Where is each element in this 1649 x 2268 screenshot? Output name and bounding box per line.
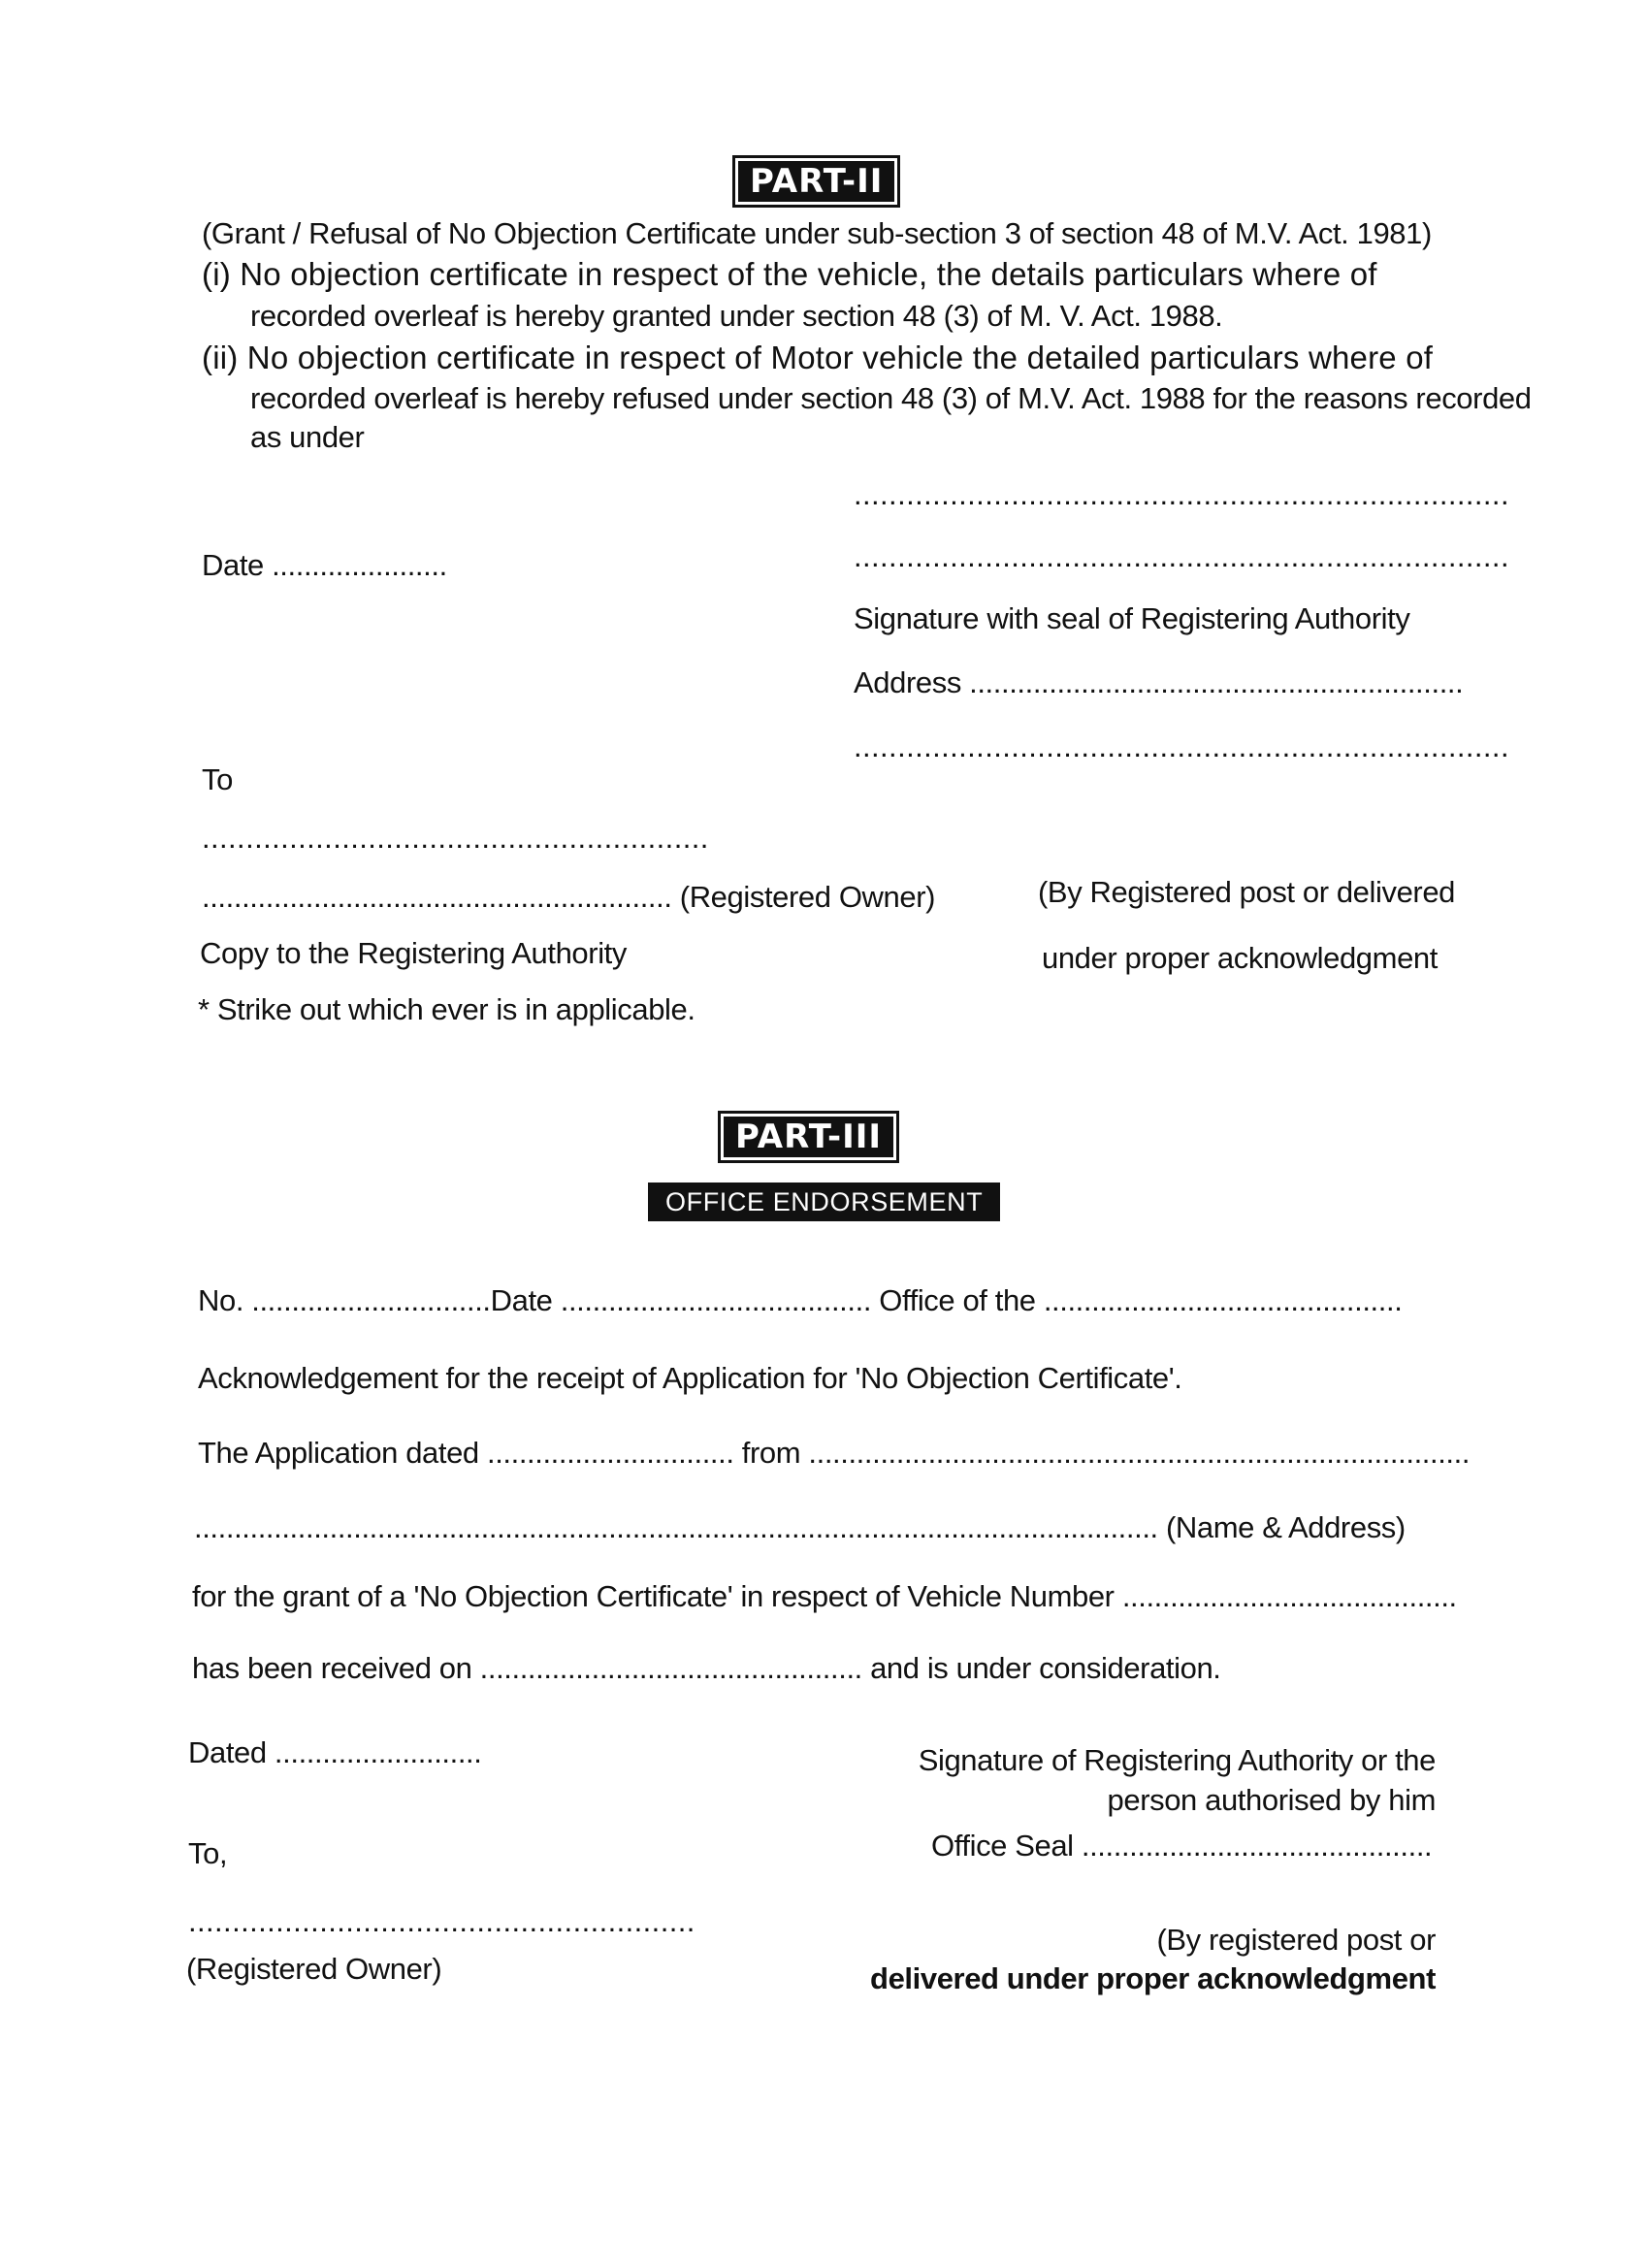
part3-delivery-line1: (By registered post or xyxy=(1156,1923,1436,1957)
part2-owner-line2: ........................................................... (Registered Owner) xyxy=(202,880,936,914)
part2-to-label: To xyxy=(202,762,233,796)
part3-no-line: No. ..............................Date ....................................... Office of the ............................................. xyxy=(198,1283,1403,1317)
part3-grant-line: for the grant of a 'No Objection Certificate' in respect of Vehicle Number .......................................... xyxy=(192,1579,1457,1613)
part2-subtitle: (Grant / Refusal of No Objection Certificate under sub-section 3 of section 48 of M.V. Act. 1981) xyxy=(202,216,1432,250)
part2-item1-line2: recorded overleaf is hereby granted under section 48 (3) of M. V. Act. 1988. xyxy=(250,299,1223,333)
part2-address-label: Address .............................................................. xyxy=(854,665,1464,699)
reason-line-1: ........................................................................... xyxy=(854,477,1509,511)
part2-item2-line2: recorded overleaf is hereby refused under section 48 (3) of M.V. Act. 1988 for the reasons recorded xyxy=(250,381,1532,415)
part3-heading: PART-III xyxy=(724,1117,893,1157)
part2-item1-line1: (i) No objection certificate in respect of the vehicle, the details particulars where of xyxy=(202,256,1377,292)
part3-office-seal: Office Seal ............................................ xyxy=(931,1829,1433,1863)
part3-owner-label: (Registered Owner) xyxy=(186,1952,442,1986)
part3-owner-dots: .......................................................... xyxy=(188,1904,695,1938)
part2-copy-to: Copy to the Registering Authority xyxy=(200,936,627,970)
part3-dated-label: Dated .......................... xyxy=(188,1735,482,1769)
part3-received-line: has been received on ................................................ and is under consideration. xyxy=(192,1651,1221,1685)
office-endorsement-label: OFFICE ENDORSEMENT xyxy=(648,1183,1000,1221)
part2-owner-line1: .......................................................... xyxy=(202,821,709,855)
part2-signature-label: Signature with seal of Registering Authority xyxy=(854,601,1410,635)
part3-signature-line2: person authorised by him xyxy=(1107,1783,1436,1817)
part2-address-line2: ........................................................................... xyxy=(854,729,1509,763)
part3-name-address-line: ......................................................................................................................... (Name & Address) xyxy=(194,1510,1406,1544)
part3-to-label: To, xyxy=(188,1836,228,1870)
part3-application-line: The Application dated ............................... from ................................................................................... xyxy=(198,1436,1471,1470)
part2-heading: PART-II xyxy=(738,161,894,202)
part3-heading-box xyxy=(718,1111,899,1163)
part3-delivery-line2: delivered under proper acknowledgment xyxy=(870,1961,1436,1995)
part2-delivery-line1: (By Registered post or delivered xyxy=(1038,875,1456,909)
part2-item2-line1: (ii) No objection certificate in respect of Motor vehicle the detailed particulars where of xyxy=(202,340,1434,375)
part2-item2-line3: as under xyxy=(250,420,365,454)
reason-line-2: ........................................................................... xyxy=(854,539,1509,573)
part3-signature-line1: Signature of Registering Authority or the xyxy=(918,1743,1436,1777)
part2-delivery-line2: under proper acknowledgment xyxy=(1042,941,1438,975)
part2-strike-note: * Strike out which ever is in applicable. xyxy=(198,992,695,1026)
part3-ack-line: Acknowledgement for the receipt of Application for 'No Objection Certificate'. xyxy=(198,1361,1182,1395)
part2-heading-box xyxy=(732,155,900,208)
part2-date-label: Date ...................... xyxy=(202,548,447,582)
